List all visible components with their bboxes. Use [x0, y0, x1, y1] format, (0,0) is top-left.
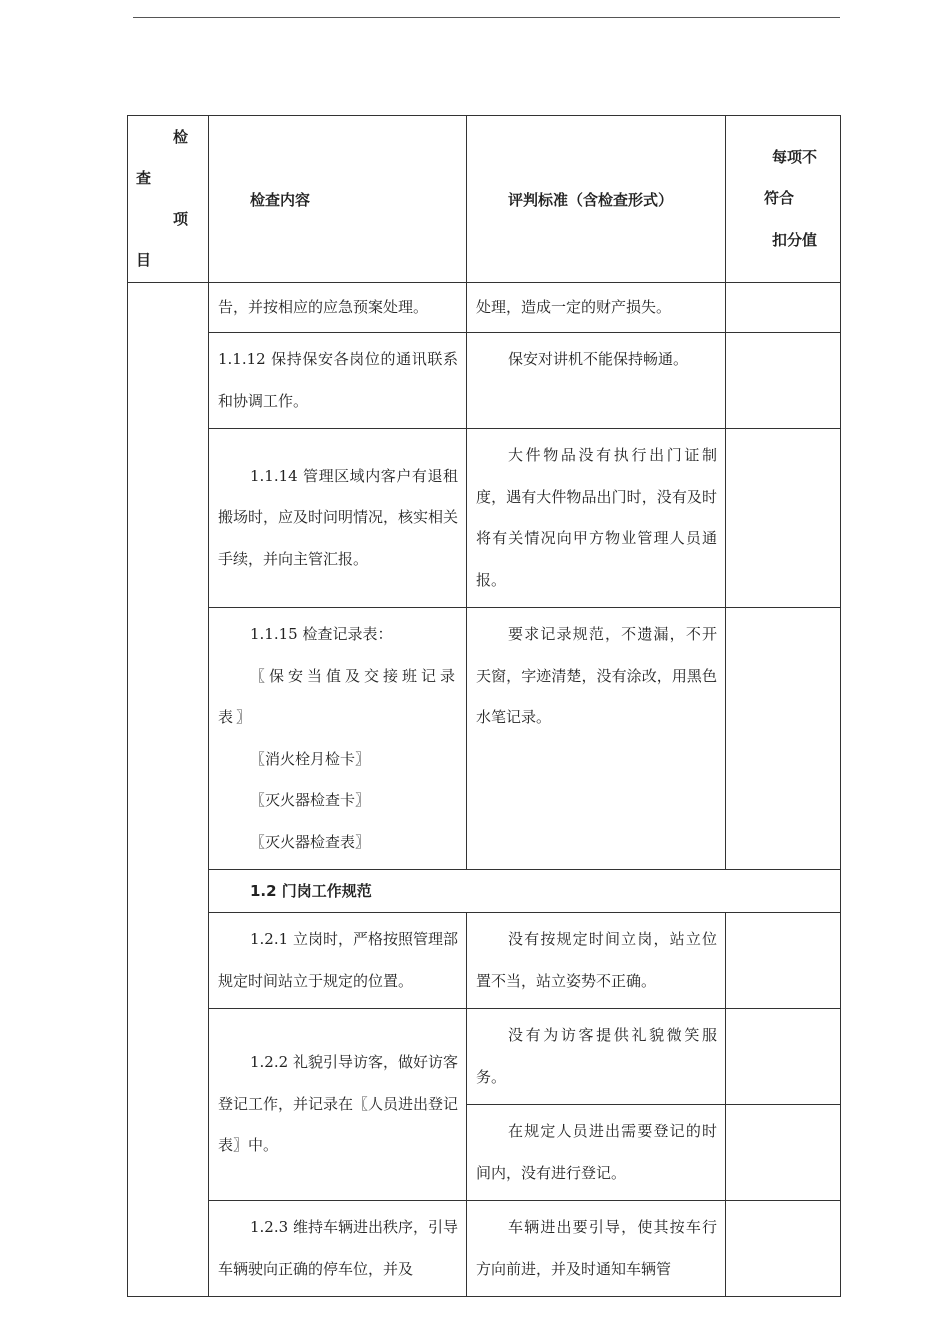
- table-row: [128, 913, 841, 1009]
- deduction-cell: [726, 608, 841, 870]
- table-row: [128, 608, 841, 870]
- deduction-cell: [726, 283, 841, 333]
- deduction-cell: [726, 913, 841, 1009]
- content-cell: 1.2.2 礼貌引导访客，做好访客登记工作，并记录在〖人员进出登记表〗中。: [209, 1009, 467, 1201]
- content-cell: 1.1.12 保持保安各岗位的通讯联系和协调工作。: [209, 333, 467, 429]
- content-cell: 1.2.1 立岗时，严格按照管理部规定时间站立于规定的位置。: [209, 913, 467, 1009]
- criteria-cell: 没有按规定时间立岗，站立位置不当，站立姿势不正确。: [467, 913, 726, 1009]
- section-row: [128, 870, 841, 913]
- content-cell: 告，并按相应的应急预案处理。: [209, 283, 467, 333]
- header-deduction: 每项不 符合 扣分值: [726, 116, 841, 283]
- section-title: 1.2 门岗工作规范: [209, 870, 841, 913]
- deduction-cell: [726, 333, 841, 429]
- criteria-cell: 大件物品没有执行出门证制度，遇有大件物品出门时，没有及时将有关情况向甲方物业管理人员通报。: [467, 429, 726, 608]
- content-cell: 1.2.3 维持车辆进出秩序，引导车辆驶向正确的停车位，并及: [209, 1201, 467, 1297]
- table-row: [128, 1201, 841, 1297]
- criteria-cell: 车辆进出要引导，使其按车行方向前进，并及时通知车辆管: [467, 1201, 726, 1297]
- deduction-cell: [726, 429, 841, 608]
- table-row: [128, 429, 841, 608]
- deduction-cell: [726, 1201, 841, 1297]
- criteria-cell: 在规定人员进出需要登记的时间内，没有进行登记。: [467, 1105, 726, 1201]
- deduction-cell: [726, 1105, 841, 1201]
- header-inspection-content: 检查内容: [209, 116, 467, 283]
- table-header-row: [128, 116, 841, 283]
- table-row: [128, 333, 841, 429]
- content-cell: 1.1.14 管理区域内客户有退租搬场时，应及时问明情况，核实相关手续，并向主管汇报。: [209, 429, 467, 608]
- criteria-cell: 处理，造成一定的财产损失。: [467, 283, 726, 333]
- table-row: [128, 283, 841, 333]
- inspection-table: [127, 115, 841, 1297]
- header-rule: [133, 17, 840, 18]
- header-criteria: 评判标准（含检查形式）: [467, 116, 726, 283]
- criteria-cell: 要求记录规范，不遗漏，不开天窗，字迹清楚，没有涂改，用黑色水笔记录。: [467, 608, 726, 870]
- header-inspection-item: 检 查 项 目: [128, 116, 209, 283]
- criteria-cell: 没有为访客提供礼貌微笑服务。: [467, 1009, 726, 1105]
- criteria-cell: 保安对讲机不能保持畅通。: [467, 333, 726, 429]
- inspection-item-cell: [128, 283, 209, 1297]
- table-row: [128, 1009, 841, 1105]
- content-cell: 1.1.15 检查记录表： 〖保安当值及交接班记录表〗 〖消火栓月检卡〗 〖灭火器检查卡〗 〖灭火器检查表〗: [209, 608, 467, 870]
- deduction-cell: [726, 1009, 841, 1105]
